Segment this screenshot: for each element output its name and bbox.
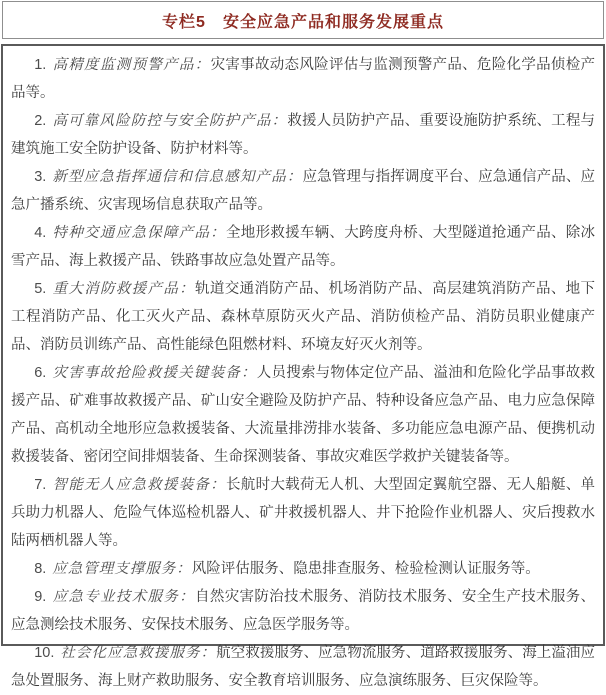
item-content: 灾害事故动态风险评估与监测预警产品、危险化学品侦检产品等。 [11, 57, 596, 101]
item-number: 2. [34, 113, 47, 129]
list-item [11, 555, 595, 583]
item-category: 新型应急指挥通信和信息感知产品： [52, 169, 303, 185]
item-category: 重大消防救援产品： [52, 281, 196, 297]
item-category: 灾害事故抢险救援关键装备： [52, 365, 257, 381]
item-number: 8. [34, 561, 47, 577]
item-content: 全地形救援车辆、大跨度舟桥、大型隧道抢通产品、除冰雪产品、海上救援产品、铁路事故应急处置产品等。 [11, 225, 596, 269]
item-number: 4. [34, 225, 47, 241]
column-content-box [1, 44, 605, 689]
item-category: 高可靠风险防控与安全防护产品： [52, 113, 288, 129]
list-item [11, 359, 595, 471]
list-item [11, 219, 595, 275]
column-title: 专栏5 安全应急产品和服务发展重点 [162, 13, 444, 31]
list-item [11, 51, 595, 107]
item-content: 航空救援服务、应急物流服务、道路救援服务、海上溢油应急处置服务、海上财产救助服务、安全教育培训服务、应急演练服务、巨灾保险等。 [11, 645, 596, 689]
item-number: 1. [34, 57, 47, 73]
item-number: 9. [34, 589, 47, 605]
column-title-box [2, 1, 604, 39]
item-category: 应急管理支撑服务： [52, 561, 192, 577]
item-content: 救援人员防护产品、重要设施防护系统、工程与建筑施工安全防护设备、防护材料等。 [11, 113, 596, 157]
item-content: 轨道交通消防产品、机场消防产品、高层建筑消防产品、地下工程消防产品、化工灭火产品、森林草原防灭火产品、消防侦检产品、消防员职业健康产品、消防员训练产品、高性能绿色阻燃材料、环境友好灭火剂等。 [11, 281, 596, 353]
item-category: 高精度监测预警产品： [52, 57, 211, 73]
item-number: 3. [34, 169, 47, 185]
item-number: 5. [34, 281, 47, 297]
list-item [11, 639, 595, 695]
item-category: 智能无人应急救援装备： [52, 477, 227, 493]
item-content: 风险评估服务、隐患排查服务、检验检测认证服务等。 [191, 561, 540, 577]
list-item [11, 583, 595, 639]
item-content: 应急管理与指挥调度平台、应急通信产品、应急广播系统、灾害现场信息获取产品等。 [11, 169, 596, 213]
item-number: 10. [34, 645, 55, 661]
list-item [11, 275, 595, 359]
item-category: 应急专业技术服务： [52, 589, 196, 605]
item-number: 6. [34, 365, 47, 381]
list-item [11, 163, 595, 219]
item-content: 自然灾害防治技术服务、消防技术服务、安全生产技术服务、应急测绘技术服务、安保技术服务、应急医学服务等。 [11, 589, 596, 633]
list-item [11, 471, 595, 555]
list-item [11, 107, 595, 163]
item-category: 社会化应急救援服务： [60, 645, 217, 661]
item-category: 特种交通应急保障产品： [52, 225, 227, 241]
item-number: 7. [34, 477, 47, 493]
item-content: 长航时大载荷无人机、大型固定翼航空器、无人船艇、单兵助力机器人、危险气体巡检机器人、矿井救援机器人、井下抢险作业机器人、灾后搜救水陆两栖机器人等。 [11, 477, 596, 549]
item-content: 人员搜索与物体定位产品、溢油和危险化学品事故救援产品、矿难事故救援产品、矿山安全避险及防护产品、特种设备应急产品、电力应急保障产品、高机动全地形应急救援装备、大流量排涝排水装备、多功能应急电源产品、便携机动救援装备、密闭空间排烟装备、生命探测装备、事故灾难医学救护关键装备等。 [11, 365, 596, 465]
